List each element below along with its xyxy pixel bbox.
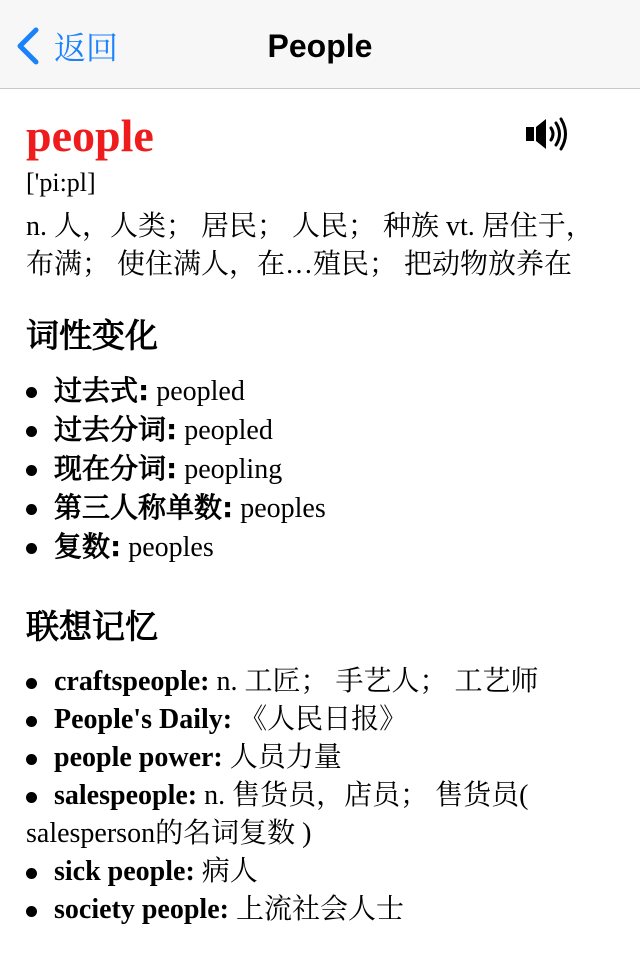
bullet: [26, 387, 37, 398]
navigation-bar: [0, 0, 640, 89]
item-label: people power:: [54, 742, 223, 773]
headword: people: [26, 110, 154, 161]
item-value: n. 售货员，店员； 售货员( salesperson的名词复数 ): [26, 780, 529, 849]
item-value: peopling: [184, 454, 283, 485]
associations-title: 联想记忆: [26, 607, 158, 646]
associations-list: [26, 663, 616, 929]
item-label: 第三人称单数:: [54, 491, 234, 524]
bullet: [26, 678, 37, 689]
item-value: 《人民日报》: [239, 704, 408, 735]
item-label: 过去分词:: [54, 413, 178, 446]
list-item: [26, 701, 616, 739]
item-label: society people:: [54, 894, 229, 925]
item-value: 上流社会人士: [235, 894, 404, 925]
item-value: peoples: [128, 532, 214, 563]
bullet: [26, 543, 37, 554]
list-item: [26, 777, 616, 853]
bullet: [26, 868, 37, 879]
bullet: [26, 792, 37, 803]
list-item: [26, 372, 616, 411]
list-item: [26, 739, 616, 777]
item-value: 人员力量: [229, 742, 342, 773]
dictionary-entry: [26, 108, 616, 929]
speaker-icon: [524, 116, 570, 152]
list-item: [26, 450, 616, 489]
phonetic: ['pi:pl]: [26, 168, 96, 197]
inflections-list: [26, 372, 616, 567]
bullet: [26, 716, 37, 727]
item-value: peoples: [240, 493, 326, 524]
bullet: [26, 906, 37, 917]
item-label: craftspeople:: [54, 666, 210, 697]
item-value: 病人: [201, 856, 258, 887]
item-label: People's Daily:: [54, 704, 233, 735]
item-label: 复数:: [54, 530, 122, 563]
list-item: [26, 489, 616, 528]
bullet: [26, 465, 37, 476]
item-label: sick people:: [54, 856, 195, 887]
back-button-label: 返回: [54, 29, 119, 67]
bullet: [26, 426, 37, 437]
definition: n. 人，人类； 居民； 人民； 种族 vt. 居住于，布满； 使住满人，在…殖民； 把动物放养在: [26, 211, 594, 280]
item-value: n. 工匠； 手艺人； 工艺师: [216, 666, 539, 697]
item-label: 过去式:: [54, 374, 150, 407]
item-value: peopled: [156, 376, 245, 407]
list-item: [26, 411, 616, 450]
pronunciation-button[interactable]: [524, 116, 570, 152]
item-label: salespeople:: [54, 780, 198, 811]
list-item: [26, 528, 616, 567]
list-item: [26, 663, 616, 701]
item-value: peopled: [184, 415, 273, 446]
item-label: 现在分词:: [54, 452, 178, 485]
bullet: [26, 754, 37, 765]
page-title: People: [267, 28, 373, 64]
list-item: [26, 853, 616, 891]
bullet: [26, 504, 37, 515]
list-item: [26, 891, 616, 929]
inflections-title: 词性变化: [26, 316, 158, 355]
